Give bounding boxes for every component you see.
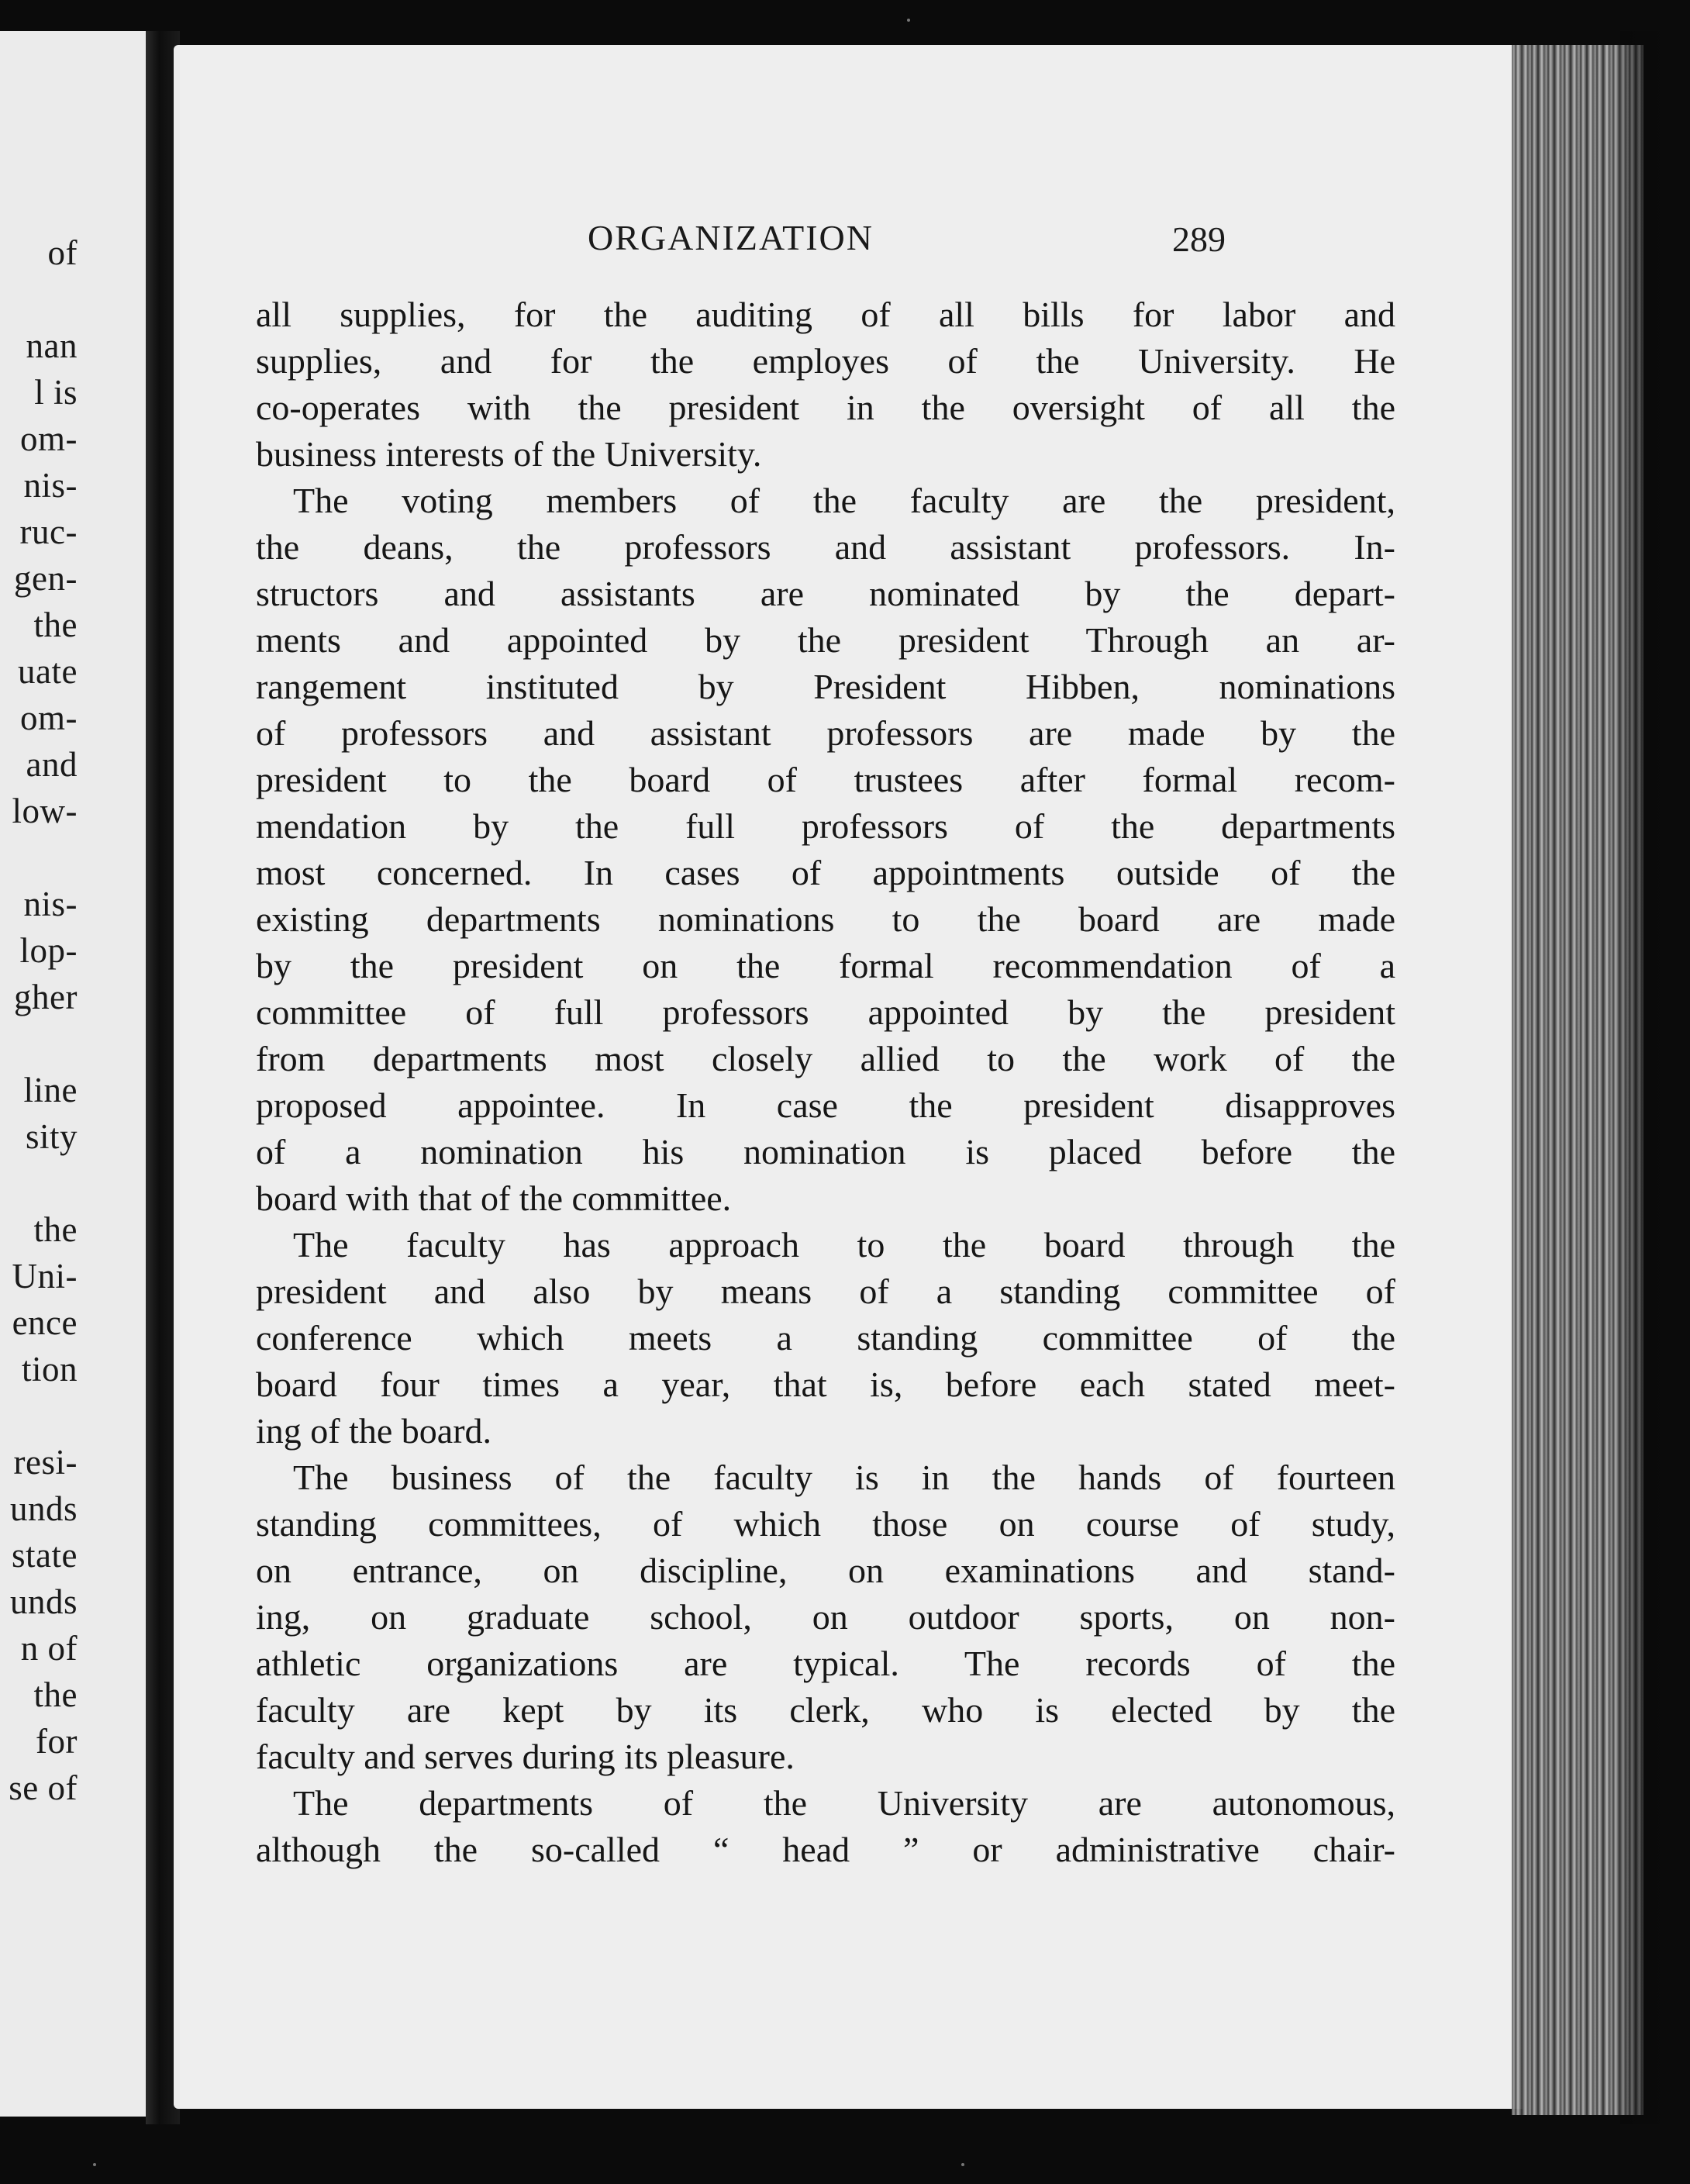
text-line: all supplies, for the auditing of all bills for labor and <box>256 295 1395 334</box>
paragraph <box>256 292 1395 478</box>
text-line: president and also by means of a standing committee of <box>256 1271 1395 1311</box>
text-line: of a nomination his nomination is placed before the <box>256 1132 1395 1171</box>
left-page-fragment: nan <box>26 326 78 365</box>
left-page-fragment: unds <box>9 1582 78 1621</box>
left-page-fragment: l is <box>34 373 78 412</box>
paragraph <box>256 1454 1395 1780</box>
left-page-fragment: Uni- <box>12 1257 78 1296</box>
page-edges-shadow <box>1620 31 1667 2124</box>
text-line: most concerned. In cases of appointments outside of the <box>256 853 1395 892</box>
text-line: the deans, the professors and assistant professors. In- <box>256 527 1395 567</box>
left-page-fragment: the <box>33 1675 78 1714</box>
left-page-fragment: ruc- <box>19 512 78 551</box>
left-page-fragment: om- <box>20 419 78 458</box>
text-line: The voting members of the faculty are the president, <box>293 481 1395 520</box>
left-page-fragment: for <box>36 1722 78 1761</box>
text-line: board four times a year, that is, before each stated meet- <box>256 1365 1395 1404</box>
left-page-fragment: uate <box>18 652 78 691</box>
text-line: proposed appointee. In case the president disapproves <box>256 1085 1395 1125</box>
text-line: faculty are kept by its clerk, who is elected by the <box>256 1690 1395 1730</box>
paragraph <box>256 1222 1395 1454</box>
left-page-fragment: gher <box>14 978 78 1016</box>
left-page-fragment: tion <box>21 1350 78 1389</box>
text-line: The faculty has approach to the board through the <box>293 1225 1395 1265</box>
left-page-fragment: unds <box>9 1489 78 1528</box>
running-head: ORGANIZATION <box>588 218 874 257</box>
left-page-fragment: and <box>26 745 78 784</box>
left-facing-page <box>0 31 152 2117</box>
left-page-fragment: lop- <box>19 931 78 970</box>
left-page-fragment: the <box>33 606 78 644</box>
text-line: faculty and serves during its pleasure. <box>256 1737 795 1776</box>
left-page-fragment: n of <box>20 1629 78 1668</box>
text-line: structors and assistants are nominated by the depart- <box>256 574 1395 613</box>
left-page-fragment: om- <box>20 699 78 737</box>
text-line: board with that of the committee. <box>256 1178 732 1218</box>
left-page-fragment: nis- <box>23 885 78 923</box>
text-line: business interests of the University. <box>256 434 762 474</box>
text-line: ing of the board. <box>256 1411 492 1451</box>
text-line: The business of the faculty is in the hands of fourteen <box>293 1458 1395 1497</box>
text-line: on entrance, on discipline, on examinations and stand- <box>256 1551 1395 1590</box>
text-line: standing committees, of which those on course of study, <box>256 1504 1395 1544</box>
dust-speck <box>93 2163 96 2166</box>
paragraph <box>256 1780 1395 1873</box>
text-line: conference which meets a standing committee of the <box>256 1318 1395 1358</box>
text-line: committee of full professors appointed by the president <box>256 992 1395 1032</box>
dust-speck <box>907 19 910 22</box>
text-line: president to the board of trustees after formal recom- <box>256 760 1395 799</box>
text-line: of professors and assistant professors are made by the <box>256 713 1395 753</box>
text-line: The departments of the University are autonomous, <box>293 1783 1395 1823</box>
left-page-fragment: of <box>47 233 78 272</box>
page-number: 289 <box>1172 219 1226 259</box>
text-line: supplies, and for the employes of the University. He <box>256 341 1395 381</box>
left-page-fragment: the <box>33 1210 78 1249</box>
body-text <box>256 292 1395 1873</box>
text-line: mendation by the full professors of the departments <box>256 806 1395 846</box>
left-page-fragment: low- <box>12 792 78 830</box>
left-page-fragment: state <box>12 1536 78 1575</box>
left-page-fragment: resi- <box>13 1443 78 1482</box>
left-page-fragment: line <box>23 1071 78 1109</box>
text-line: ments and appointed by the president Through an ar- <box>256 620 1395 660</box>
text-line: existing departments nominations to the board are made <box>256 899 1395 939</box>
right-page <box>174 45 1523 2109</box>
left-page-fragment: nis- <box>23 466 78 505</box>
dust-speck <box>961 2163 964 2166</box>
left-page-fragment: ence <box>12 1303 78 1342</box>
text-line: from departments most closely allied to the work of the <box>256 1039 1395 1078</box>
left-page-fragment: gen- <box>14 559 78 598</box>
text-line: co-operates with the president in the oversight of all the <box>256 388 1395 427</box>
page-header <box>174 217 1523 264</box>
text-line: ing, on graduate school, on outdoor sports, on non- <box>256 1597 1395 1637</box>
text-line: athletic organizations are typical. The records of the <box>256 1644 1395 1683</box>
text-line: rangement instituted by President Hibben, nominations <box>256 667 1395 706</box>
text-line: although the so-called “ head ” or administrative chair- <box>256 1830 1395 1869</box>
text-line: by the president on the formal recommendation of a <box>256 946 1395 985</box>
paragraph <box>256 478 1395 1222</box>
left-page-fragment: se of <box>9 1768 78 1807</box>
left-page-fragment: sity <box>25 1117 78 1156</box>
